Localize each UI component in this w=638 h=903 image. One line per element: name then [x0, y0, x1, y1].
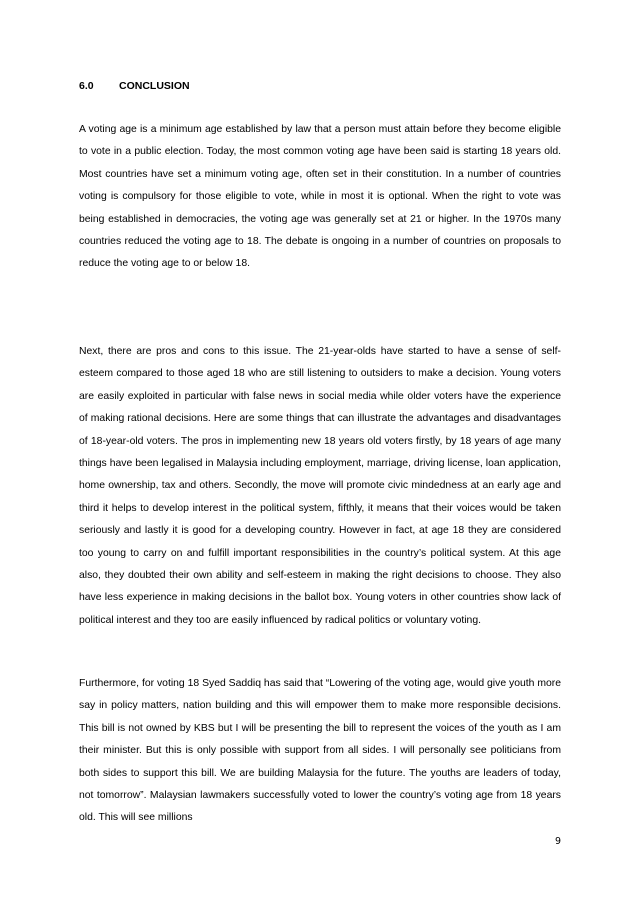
page-number: 9	[554, 836, 561, 847]
section-number: 6.0	[79, 80, 94, 92]
paragraph-pros-and-cons: Next, there are pros and cons to this issue. The 21-year-olds have started to have a sense of self-esteem compared to those aged 18 who are still listening to outsiders to make a decision. Young voters are easily exploited in particular with false news in social media while older voters have the experience of making rational decisions. Here are some things that can illustrate the advantages and disadvantages of 18-year-old voters. The pros in implementing new 18 years old voters firstly, by 18 years of age many things have been legalised in Malaysia including employment, marriage, driving license, loan application, home ownership, tax and others. Secondly, the move will promote civic mindedness at an early age and third it helps to develop interest in the political system, fifthly, it means that their voices would be taken seriously and lastly it is good for a developing country. However in fact, at age 18 they are considered too young to carry on and fulfill important responsibilities in the country’s political system. At this age also, they doubted their own ability and self-esteem in making the right decisions to choose. They also have less experience in making decisions in the ballot box. Young voters in other countries show lack of political interest and they too are easily influenced by radical politics or voluntary voting.	[79, 346, 561, 626]
paragraph-syed-saddiq-statement: Furthermore, for voting 18 Syed Saddiq has said that “Lowering of the voting age, would give youth more say in policy matters, nation building and this will empower them to make more responsible decisions. This bill is not owned by KBS but I will be presenting the bill to represent the voices of the youth as I am their minister. But this is only possible with support from all sides. I will personally see politicians from both sides to support this bill. We are building Malaysia for the future. The youths are leaders of today, not tomorrow”. Malaysian lawmakers successfully voted to lower the country’s voting age from 18 years old. This will see millions	[79, 678, 561, 824]
paragraph-voting-age-definition: A voting age is a minimum age established by law that a person must attain before they become eligible to vote in a public election. Today, the most common voting age have been said is starting 18 years old. Most countries have set a minimum voting age, often set in their constitution. In a number of countries voting is compulsory for those eligible to vote, while in most it is optional. When the right to vote was being established in democracies, the voting age was generally set at 21 or higher. In the 1970s many countries reduced the voting age to 18. The debate is ongoing in a number of countries on proposals to reduce the voting age to or below 18.	[79, 124, 561, 270]
section-heading	[79, 79, 190, 93]
section-title: CONCLUSION	[119, 80, 190, 92]
